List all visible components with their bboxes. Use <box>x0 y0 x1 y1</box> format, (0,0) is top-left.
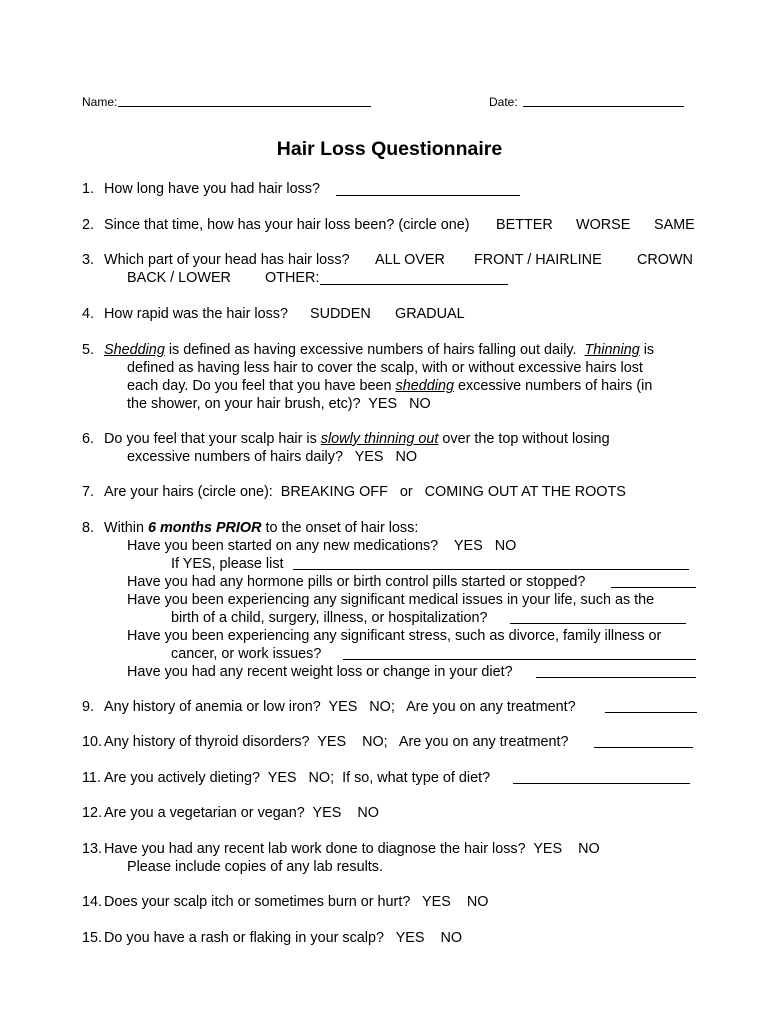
q4-text: How rapid was the hair loss? <box>104 306 288 322</box>
q5-thinning-term: Thinning <box>584 342 640 358</box>
q14-number: 14. <box>82 894 103 910</box>
q6-line-1 <box>104 430 610 448</box>
q5-shedding-term-2: shedding <box>395 378 454 394</box>
q8-line-1b: to the onset of hair loss: <box>261 520 419 536</box>
q3-option-back[interactable]: BACK / LOWER <box>127 270 231 286</box>
q8-weight: Have you had any recent weight loss or change in your diet? <box>127 664 513 680</box>
q5-line-3b: excessive numbers of hairs (in <box>453 378 653 394</box>
page-title: Hair Loss Questionnaire <box>276 138 503 160</box>
q8-hormone-field[interactable] <box>611 587 696 588</box>
q2-option-better[interactable]: BETTER <box>496 217 553 233</box>
q10-text: Any history of thyroid disorders? YES NO; Are you on any treatment? <box>104 734 569 750</box>
q5-line-1 <box>104 341 654 359</box>
q7-number: 7. <box>82 484 95 500</box>
q5-line-1b: is <box>639 342 655 358</box>
q2-number: 2. <box>82 217 95 233</box>
q5-line-3 <box>127 377 652 395</box>
q9-treatment-field[interactable] <box>605 712 697 713</box>
q2-text: Since that time, how has your hair loss been? (circle one) <box>104 217 470 233</box>
q10-number: 10. <box>82 734 103 750</box>
q15-text: Do you have a rash or flaking in your scalp? YES NO <box>104 930 463 946</box>
q5-number: 5. <box>82 342 95 358</box>
q11-number: 11. <box>82 770 101 786</box>
q3-text: Which part of your head has hair loss? <box>104 252 350 268</box>
date-field[interactable] <box>523 106 684 107</box>
q6-line-1a: Do you feel that your scalp hair is <box>104 431 321 447</box>
q4-number: 4. <box>82 306 95 322</box>
q4-option-sudden[interactable]: SUDDEN <box>310 306 371 322</box>
q8-medical-field[interactable] <box>510 623 686 624</box>
q6-number: 6. <box>82 431 95 447</box>
q12-number: 12. <box>82 805 103 821</box>
date-label: Date: <box>489 95 518 109</box>
q3-number: 3. <box>82 252 95 268</box>
q8-prior-term: 6 months PRIOR <box>147 520 262 536</box>
q6-line-2: excessive numbers of hairs daily? YES NO <box>127 449 418 465</box>
q8-stress-field[interactable] <box>343 659 696 660</box>
q5-line-4: the shower, on your hair brush, etc)? YES NO <box>127 396 431 412</box>
q8-number: 8. <box>82 520 95 536</box>
q9-text: Any history of anemia or low iron? YES NO; Are you on any treatment? <box>104 699 576 715</box>
q4-option-gradual[interactable]: GRADUAL <box>395 306 465 322</box>
q13-line-1: Have you had any recent lab work done to diagnose the hair loss? YES NO <box>104 841 600 857</box>
q14-text: Does your scalp itch or sometimes burn or hurt? YES NO <box>104 894 489 910</box>
q8-line-1a: Within <box>104 520 148 536</box>
q13-line-2: Please include copies of any lab results. <box>127 859 383 875</box>
q8-line-1 <box>104 519 418 537</box>
q6-line-1b: over the top without losing <box>438 431 610 447</box>
q5-line-3a: each day. Do you feel that you have been <box>127 378 396 394</box>
q11-diet-field[interactable] <box>513 783 690 784</box>
q3-option-other: OTHER: <box>265 270 320 286</box>
q8-medical-line-2: birth of a child, surgery, illness, or hospitalization? <box>171 610 488 626</box>
q8-list-label: If YES, please list <box>171 556 284 572</box>
q8-stress-line-2: cancer, or work issues? <box>171 646 322 662</box>
name-field[interactable] <box>118 106 371 107</box>
q12-text: Are you a vegetarian or vegan? YES NO <box>104 805 379 821</box>
q13-number: 13. <box>82 841 103 857</box>
q10-treatment-field[interactable] <box>594 747 693 748</box>
q15-number: 15. <box>82 930 103 946</box>
q3-option-crown[interactable]: CROWN <box>637 252 693 268</box>
q8-medications: Have you been started on any new medications? YES NO <box>127 538 517 554</box>
q6-slowly-thinning-term: slowly thinning out <box>320 431 439 447</box>
q3-option-front[interactable]: FRONT / HAIRLINE <box>474 252 602 268</box>
q2-option-worse[interactable]: WORSE <box>576 217 631 233</box>
q1-number: 1. <box>82 181 95 197</box>
q8-medical-line-1: Have you been experiencing any significant medical issues in your life, such as the <box>127 592 655 608</box>
q8-list-field[interactable] <box>293 569 689 570</box>
q5-line-1a: is defined as having excessive numbers of hairs falling out daily. <box>164 342 585 358</box>
q2-option-same[interactable]: SAME <box>654 217 695 233</box>
q3-option-all-over[interactable]: ALL OVER <box>375 252 445 268</box>
q11-text: Are you actively dieting? YES NO; If so, what type of diet? <box>104 770 491 786</box>
q8-weight-field[interactable] <box>536 677 696 678</box>
q1-answer-field[interactable] <box>336 195 520 196</box>
q5-shedding-term: Shedding <box>104 342 165 358</box>
q5-line-2: defined as having less hair to cover the scalp, with or without excessive hairs lost <box>127 360 643 376</box>
name-label: Name: <box>82 95 118 109</box>
q3-other-field[interactable] <box>320 284 508 285</box>
q8-stress-line-1: Have you been experiencing any significant stress, such as divorce, family illness or <box>127 628 662 644</box>
q1-text: How long have you had hair loss? <box>104 181 320 197</box>
q8-hormone: Have you had any hormone pills or birth control pills started or stopped? <box>127 574 586 590</box>
q9-number: 9. <box>82 699 95 715</box>
q7-text: Are your hairs (circle one): BREAKING OFF or COMING OUT AT THE ROOTS <box>104 484 626 500</box>
